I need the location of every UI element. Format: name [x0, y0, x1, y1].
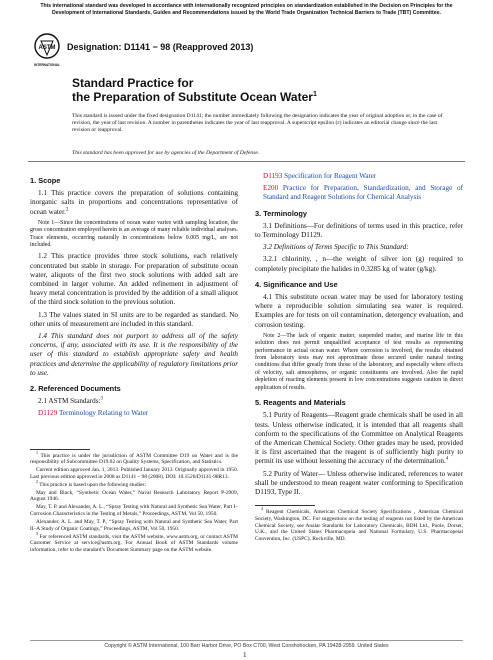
section-heading-referenced-documents: 2. Referenced Documents — [30, 384, 121, 394]
issued-statement: This standard is issued under the fixed designation D1141; the number immediately following the designation indicates the year of original adoption or, in the case of revision, the year of last revision. A number in parentheses indicates the year of last reapproval. A superscript epsilon (ε) indicates an editorial change since the last revision or reapproval. — [72, 113, 443, 133]
title-footnote-mark: 1 — [312, 91, 317, 98]
reference-e200[interactable] — [255, 184, 463, 202]
title-line-1: Standard Practice for — [72, 76, 194, 90]
para-1-2: 1.2 This practice provides three stock solutions, each relatively concentrated but stable in storage. For preparation of substitute ocean water, aliquots of the first two stock solutions with added salt are combined in larger volume. An added refinement in adjustment of heavy metal concentration is provided by the addition of a small aliquot of the third stock solution to the previous solution. — [30, 252, 238, 307]
note-1: Note 1—Since the concentrations of ocean water varies with sampling location, the gross concentration employed herein is an average of many reliable individual analyses. Trace elements, occurring naturally in concentrations below 0.005 mg/L, are not included. — [30, 219, 238, 249]
section-heading-terminology: 3. Terminology — [255, 208, 308, 218]
footnote-2-study-c: Alexander, A. L. and May, T. P., “Spray Testing with Natural and Synthetic Sea Water, Part II–A Study of Organic Coatings,” Proceedings, ASTM, Vol 50, 1950. — [30, 518, 238, 532]
para-1-1: 1.1 This practice covers the preparation of solutions containing inorganic salts in proportions and concentrations representative of ocean water.$^2$ — [30, 189, 238, 216]
left-column — [30, 170, 238, 555]
para-3-2-1: 3.2.1 chlorinity, , n—the weight of silver ion (g) required to completely precipitate the halides in 0.3285 kg of water (g/kg). — [255, 255, 463, 273]
para-1-4: 1.4 This standard does not purport to address all of the safety concerns, if any, associated with its use. It is the responsibility of the user of this standard to establish appropriate safety and health practices and determine the applicability of regulatory limitations prior to use. — [30, 332, 238, 377]
reference-code-link[interactable]: E200 — [263, 184, 279, 193]
footer-copyright: Copyright © ASTM International, 100 Barr Harbor Drive, PO Box C700, West Conshohocken, PA 19428-2959. United States — [104, 643, 389, 649]
reference-title-link[interactable]: Practice for Preparation, Standardization, and Storage of Standard and Reagent Solutions for Chemical Analysis — [263, 184, 463, 202]
approval-statement: This standard has been approved for use by agencies of the Department of Defense. — [72, 150, 260, 156]
svg-text:INTERNATIONAL: INTERNATIONAL — [34, 63, 60, 67]
para-4-1: 4.1 This substitute ocean water may be used for laboratory testing where a reproducible solution simulating sea water is required. Examples are for tests on oil contamination, detergency evaluation, and corrosion testing. — [255, 293, 463, 329]
footnote-4: $^4$ Reagent Chemicals, American Chemical Society Specifications , American Chemical Society, Washington, DC. For suggestions on the testing of reagents not listed by the American Chemical Society, see Analar Standards for Laboratory Chemicals, BDH Ltd., Poole, Dorset, U.K., and the United States Pharmacopeia and National Formulary, U.S. Pharmacopeial Convention, Inc. (USPC), Rockville, MD. — [255, 506, 463, 542]
note-2: Note 2—The lack of organic matter, suspended matter, and marine life in this solution does not permit unqualified acceptance of test results as representing performance in actual ocean water. Where corrosion is involved, the results obtained from laboratory tests may not approximate those secured under natural testing conditions that differ greatly from those of the laboratory, and especially where effects of velocity, salt atmospheres, or organic constituents are involved. Also the rapid depletion of reacting elements present in low concentrations suggests caution in direct application of results. — [255, 332, 463, 391]
para-3-1: 3.1 Definitions—For definitions of terms used in this practice, refer to Terminology D1129. — [255, 221, 463, 240]
footnote-current-edition: Current edition approved Jan. 1, 2013. Published January 2013. Originally approved in 1950. Last previous edition approved in 2008 as D1141 – 98 (2008). DOI: 10.1520/D1141-98R13. — [30, 467, 238, 480]
para-3-2: 3.2 Definitions of Terms Specific to This Standard: — [263, 243, 409, 252]
reference-title-link[interactable]: Specification for Reagent Water — [284, 172, 377, 180]
footnote-2-study-b: May, T. P. and Alexander, A. L., “Spray Testing with Natural and Synthetic Sea Water, Part I–Corrosion Characteristics in the Testing of Metals,” Proceedings, ASTM, Vol 50, 1950. — [30, 504, 238, 518]
reference-code-link[interactable]: D1193 — [263, 172, 283, 180]
reference-d1193[interactable] — [255, 172, 463, 181]
title-line-2 — [72, 90, 452, 104]
header-divider — [28, 161, 465, 162]
reference-title-link[interactable]: Terminology Relating to Water — [58, 409, 149, 418]
page-number: 1 — [243, 651, 247, 659]
footnote-2-study-a: May and Black, “Synthetic Ocean Water,” Naval Research Laboratory Report P-2909, August 1946. — [30, 489, 238, 503]
para-5-2: 5.2 Purity of Water— Unless otherwise indicated, references to water shall be understood to mean reagent water conforming to Specification D1193, Type II. — [255, 469, 463, 496]
reference-code-link[interactable]: D1129 — [38, 409, 58, 418]
section-heading-significance: 4. Significance and Use — [255, 279, 338, 289]
svg-text:ASTM: ASTM — [38, 45, 56, 51]
footnote-1: $^1$ This practice is under the jurisdiction of ASTM Committee D19 on Water and is the responsibility of Subcommittee D19.02 on Quality Systems, Specification, and Statistics. — [30, 449, 238, 466]
astm-logo — [32, 33, 62, 69]
para-1-3: 1.3 The values stated in SI units are to be regarded as standard. No other units of measurement are included in this standard. — [30, 310, 238, 328]
footer-divider — [30, 640, 463, 641]
copyright-notice: This international standard was developed in accordance with internationally recognized principles on standardization established in the Decision on Principles for the Development of International Standards, Guides and Recommendations issued by the World Trade Organization Technical Barriers to Trade (TBT) Committee. — [40, 3, 453, 16]
footnote-3: $^3$ For referenced ASTM standards, visit the ASTM website, www.astm.org, or contact ASTM Customer Service at service@astm.org. For Annual Book of ASTM Standards volume information, refer to the standard’s Document Summary page on the ASTM website. — [30, 530, 238, 553]
right-column — [255, 172, 463, 544]
section-heading-reagents: 5. Reagents and Materials — [255, 398, 346, 408]
para-2-1: 2.1 ASTM Standards:$^3$ — [38, 396, 103, 406]
reference-d1129[interactable] — [30, 409, 238, 418]
footnote-divider — [255, 505, 315, 506]
document-title — [72, 76, 452, 104]
title-text: the Preparation of Substitute Ocean Water — [72, 90, 313, 104]
designation: Designation: D1141 − 98 (Reapproved 2013) — [67, 42, 254, 52]
footnote-2: $^2$ This practice is based upon the following studies: — [36, 479, 147, 488]
section-heading-scope: 1. Scope — [30, 176, 61, 185]
para-5-1: 5.1 Purity of Reagents—Reagent grade chemicals shall be used in all tests. Unless otherwise indicated, it is intended that all reagents shall conform to the specifications of the Committee on Analytical Reagents of the American Chemical Society. Other grades may be used, provided it is first ascertained that the reagent is of sufficiently high purity to permit its use without lessening the accuracy of the determination.$^4$ — [255, 411, 463, 466]
footnote-divider — [30, 449, 90, 450]
